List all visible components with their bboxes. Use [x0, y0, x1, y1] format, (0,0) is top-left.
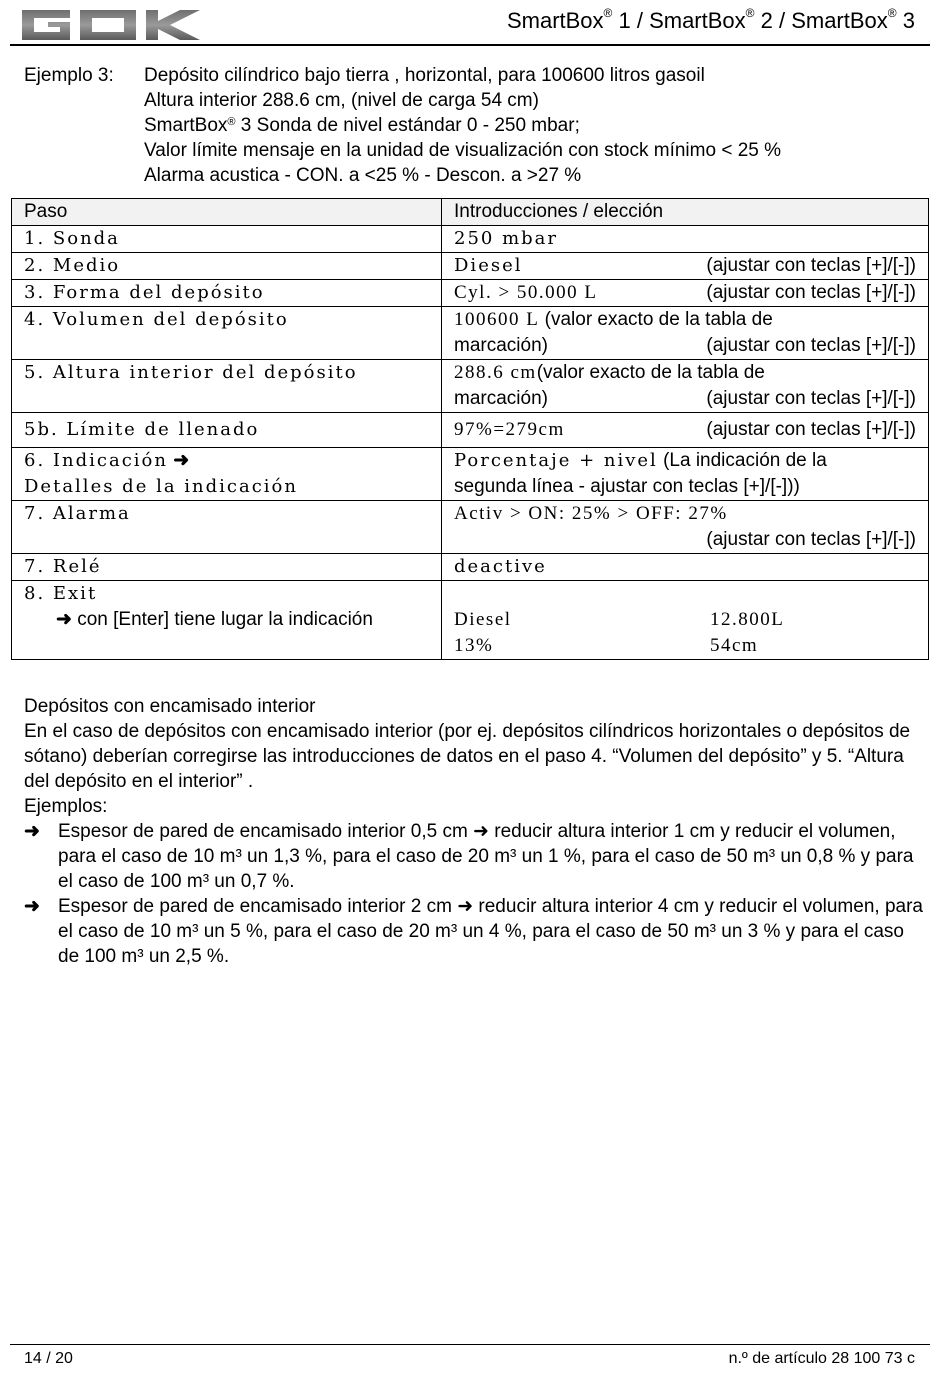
step-value-text: marcación): [454, 335, 548, 356]
table-row: [12, 448, 929, 501]
adjust-note: (ajustar con teclas [+]/[-]): [706, 419, 916, 440]
example-line: Alarma acustica - CON. a <25 % - Descon. a >27 %: [144, 165, 582, 186]
column-header-input: Introducciones / elección: [442, 199, 929, 226]
page-number: 14 / 20: [24, 1350, 73, 1367]
adjust-note: (ajustar con teclas [+]/[-]): [706, 335, 916, 356]
example-label: Ejemplo 3:: [24, 65, 114, 86]
arrow-right-icon: ➜: [56, 609, 72, 630]
display-line1-right: 12.800L: [710, 609, 785, 630]
bullet-text: Espesor de pared de encamisado interior 2 cm ➜ reducir altura interior 4 cm y reducir el volumen, para el caso de 10 m³ un 5 %, para el caso de 20 m³ un 4 %, para el caso de 50 m³ un 3 % y para el caso de 100 m³ un 2,5 %.: [58, 896, 923, 967]
step-value: 97%=279cm: [454, 419, 565, 440]
section-paragraph: En el caso de depósitos con encamisado interior (por ej. depósitos cilíndricos horizontales o depósitos de sótano) deberían corregirse las introducciones de datos en el paso 4. “Volumen del depósito” y 5. “Altura del depósito en el interior” .: [24, 721, 911, 792]
step-label: 1. Sonda: [24, 228, 120, 249]
table-row: [12, 226, 929, 253]
column-header-step: Paso: [12, 199, 442, 226]
step-value: 250 mbar: [454, 228, 559, 249]
step-value-text: (valor exacto de la tabla de: [539, 309, 773, 330]
step-value-text: segunda línea - ajustar con teclas [+]/[-])): [454, 476, 800, 497]
page-header: [0, 0, 950, 48]
document-title: SmartBox® 1 / SmartBox® 2 / SmartBox® 3: [506, 6, 915, 33]
step-label: 5. Altura interior del depósito: [24, 362, 358, 383]
table-row: [12, 501, 929, 554]
article-number: n.º de artículo 28 100 73 c: [728, 1350, 915, 1367]
section-heading: Depósitos con encamisado interior: [24, 696, 316, 717]
step-value: Activ > ON: 25% > OFF: 27%: [454, 503, 728, 524]
adjust-note: (ajustar con teclas [+]/[-]): [706, 529, 916, 550]
bullet-text: Espesor de pared de encamisado interior 0,5 cm ➜ reducir altura interior 1 cm y reducir el volumen, para el caso de 10 m³ un 1,3 %, para el caso de 20 m³ un 1 %, para el caso de 50 m³ un 0,8 % y para el caso de 100 m³ un 0,7 %.: [58, 821, 914, 892]
gok-logo: [22, 10, 200, 40]
examples-label: Ejemplos:: [24, 796, 108, 817]
adjust-note: (ajustar con teclas [+]/[-]): [706, 255, 916, 276]
step-value-text: (valor exacto de la tabla de: [536, 362, 765, 383]
table-row: [12, 360, 929, 413]
table-row: [12, 253, 929, 280]
list-item: [24, 819, 929, 894]
arrow-right-icon: ➜: [24, 821, 40, 842]
example-line: Valor límite mensaje en la unidad de visualización con stock mínimo < 25 %: [144, 140, 782, 161]
step-value: Diesel: [454, 255, 523, 276]
table-row: [12, 554, 929, 581]
example-line: SmartBox® 3 Sonda de nivel estándar 0 - 250 mbar;: [144, 115, 580, 136]
example-line: Altura interior 288.6 cm, (nivel de carga 54 cm): [144, 90, 539, 111]
step-value: Porcentaje + nivel: [454, 450, 658, 471]
step-label: 7. Alarma: [24, 503, 131, 524]
step-label: 3. Forma del depósito: [24, 282, 265, 303]
adjust-note: (ajustar con teclas [+]/[-]): [706, 388, 916, 409]
step-value: Cyl. > 50.000 L: [454, 282, 598, 303]
table-row: [12, 413, 929, 448]
step-value-text: marcación): [454, 388, 548, 409]
footer-rule: [10, 1344, 930, 1345]
step-label: 2. Medio: [24, 255, 121, 276]
table-row: [12, 280, 929, 307]
adjust-note: (ajustar con teclas [+]/[-]): [706, 282, 916, 303]
display-line2-left: 13%: [454, 635, 494, 656]
steps-table: [11, 198, 929, 660]
example-description: [144, 63, 904, 188]
step-label: 6. Indicación: [24, 450, 168, 471]
step-sublabel: Detalles de la indicación: [24, 476, 298, 497]
step-sublabel: con [Enter] tiene lugar la indicación: [71, 609, 373, 630]
header-rule: [10, 44, 930, 46]
display-line1-left: Diesel: [454, 609, 512, 630]
lined-tanks-section: [24, 694, 929, 969]
step-label: 8. Exit: [24, 583, 98, 604]
example-line: Depósito cilíndrico bajo tierra , horizontal, para 100600 litros gasoil: [144, 65, 705, 86]
arrow-right-icon: ➜: [24, 896, 40, 917]
step-value: deactive: [454, 556, 547, 577]
step-value: 100600 L: [454, 309, 540, 330]
step-label: 5b. Límite de llenado: [24, 419, 260, 440]
step-value: 288.6 cm: [454, 362, 537, 383]
table-row: [12, 581, 929, 660]
display-line2-right: 54cm: [710, 635, 759, 656]
table-header-row: [12, 199, 929, 226]
arrow-right-icon: ➜: [173, 450, 190, 471]
list-item: [24, 894, 929, 969]
step-label: 4. Volumen del depósito: [24, 309, 289, 330]
table-row: [12, 307, 929, 360]
step-label: 7. Relé: [24, 556, 102, 577]
step-value-text: (La indicación de la: [657, 450, 827, 471]
